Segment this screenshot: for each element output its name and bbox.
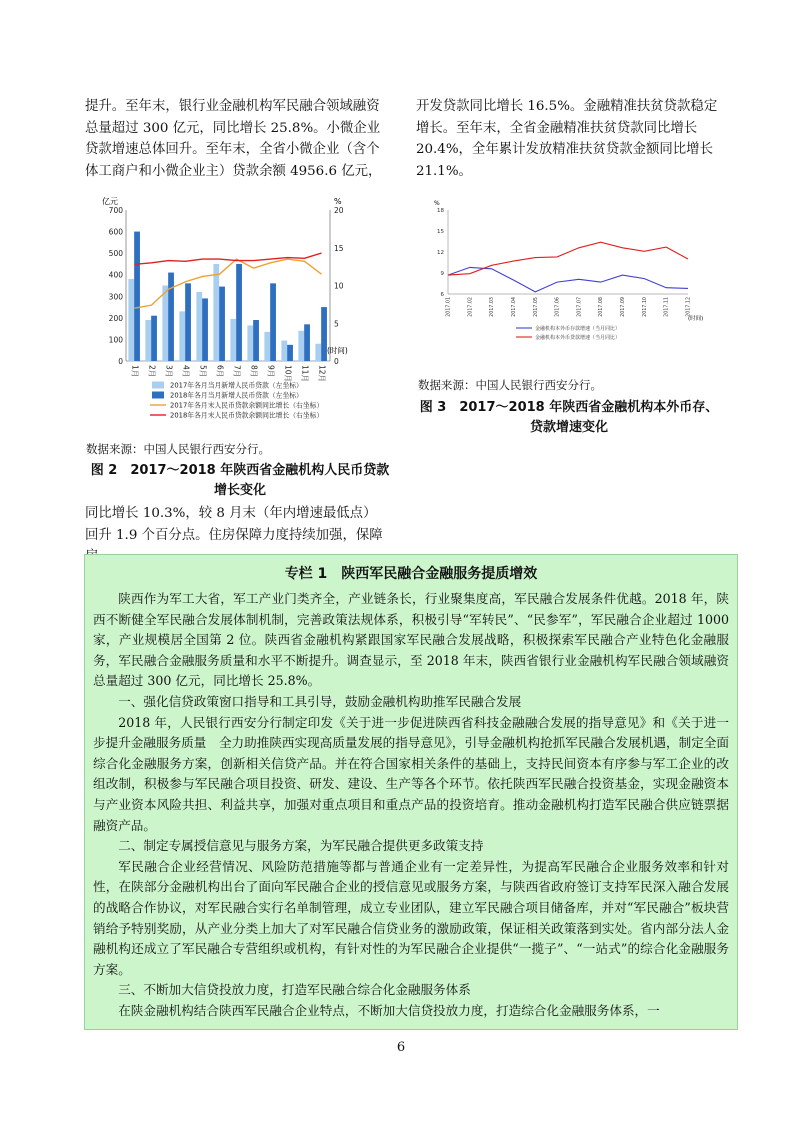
bar bbox=[281, 341, 287, 361]
time-axis-label: (时间) bbox=[688, 316, 704, 322]
legend bbox=[150, 381, 323, 420]
bar bbox=[196, 292, 202, 361]
left-tick-label: 400 bbox=[108, 270, 123, 280]
right-unit-label: % bbox=[434, 200, 440, 207]
left-tick-label: 700 bbox=[108, 206, 123, 215]
box-title: 专栏 1 陕西军民融合金融服务提质增效 bbox=[284, 566, 538, 582]
x-tick-label: 2017.08 bbox=[599, 297, 605, 317]
x-tick-label: 9月 bbox=[266, 365, 276, 378]
x-tick-label: 2月 bbox=[147, 365, 157, 378]
x-tick-labels bbox=[446, 297, 692, 317]
x-tick-label: 2017.02 bbox=[468, 297, 474, 317]
left-tick-label: 500 bbox=[108, 249, 123, 259]
legend-swatch bbox=[152, 392, 164, 399]
left-tick-label: 200 bbox=[108, 313, 123, 323]
figure-2-source: 数据来源：中国人民银行西安分行。 bbox=[86, 442, 270, 456]
box-paragraph: 军民融合企业经营情况、风险防范措施等都与普通企业有一定差异性，为提高军民融合企业服务效率和针对性，在陕部分金融机构出台了面向军民融合企业的授信意见或服务方案，与陕西省政府签订支持军民深入融合发展的战略合作协议，对军民融合实行名单制管理，成立专业团队，建立军民融合项目储备库，并对“军民融合”板块营销给予特别奖励，从产业分类上加大了对军民融合信贷业务的激励政策，保证相关政策落到实处。省内部分法人金融机构还成立了军民融合专营组织或机构，有针对性的为军民融合企业提供“一揽子”、“一站式”的综合化金融服务方案。 bbox=[93, 858, 729, 977]
bar bbox=[298, 331, 304, 361]
page-number: 6 bbox=[396, 1040, 406, 1055]
bar bbox=[185, 283, 191, 361]
lines bbox=[448, 242, 688, 292]
bar bbox=[168, 273, 174, 361]
right-tick-label: 5 bbox=[334, 319, 339, 329]
legend bbox=[516, 325, 620, 341]
x-tick-label: 2017.03 bbox=[490, 297, 496, 317]
right-unit-label: % bbox=[334, 197, 342, 206]
bar bbox=[202, 298, 208, 361]
x-tick-label: 11月 bbox=[300, 365, 310, 383]
x-tick-label: 4月 bbox=[181, 365, 191, 378]
legend-label: 2017年各月当月新增人民币贷款（左坐标） bbox=[170, 381, 303, 390]
x-tick-label: 2017.07 bbox=[577, 297, 583, 317]
x-tick-label: 2017.12 bbox=[686, 297, 692, 317]
bar bbox=[179, 311, 185, 361]
legend-label: 2017年各月末人民币贷款余额同比增长（右坐标） bbox=[170, 401, 324, 410]
x-tick-label: 6月 bbox=[215, 365, 225, 378]
bar bbox=[230, 319, 236, 361]
y-tick-label: 6 bbox=[440, 292, 444, 298]
x-tick-label: 8月 bbox=[249, 365, 259, 378]
x-tick-label: 2017.11 bbox=[664, 297, 670, 317]
left-top-paragraph bbox=[85, 96, 388, 182]
bar bbox=[236, 264, 242, 361]
bar bbox=[247, 325, 253, 361]
caption-line: 图 3 2017～2018 年陕西省金融机构本外币存、 bbox=[419, 400, 719, 415]
figure-2-caption bbox=[80, 461, 400, 501]
figure-3-chart bbox=[420, 196, 720, 346]
bar bbox=[304, 324, 310, 361]
x-tick-label: 3月 bbox=[164, 365, 174, 378]
paragraph-text: 开发贷款同比增长 16.5%。金融精准扶贫贷款稳定增长。至年末，全省金融精准扶贫贷款同比增长 20.4%，全年累计发放精准扶贫贷款金额同比增长 21.1%。 bbox=[416, 99, 718, 179]
box-heading: 二、制定专属授信意见与服务方案，为军民融合提供更多政策支持 bbox=[118, 838, 484, 854]
box-paragraph: 2018 年，人民银行西安分行制定印发《关于进一步促进陕西省科技金融融合发展的指导意见》和《关于进一步提升金融服务质量 全力助推陕西实现高质量发展的指导意见》，引导金融机构抢抓军民融合发展机遇，制定全面综合化金融服务方案，创新相关信贷产品。并在符合国家相关条件的基础上，支持民间资本有序参与军工企业的改组改制，积极参与军民融合项目投资、研发、建设、生产等各个环节。依托陕西军民融合投资基金，实现金融资本与产业资本风险共担、利益共享，加强对重点项目和重点产品的投资培育。推动金融机构打造军民融合供应链票据融资产品。 bbox=[93, 714, 729, 833]
x-tick-label: 2017.06 bbox=[555, 297, 561, 317]
bar bbox=[128, 279, 134, 361]
left-tick-label: 600 bbox=[108, 227, 123, 237]
paragraph-text: 同比增长 10.3%，较 8 月末（年内增速最低点）回升 1.9 个百分点。住房保障力度持续加强，保障 bbox=[85, 506, 383, 543]
box-heading: 一、强化信贷政策窗口指导和工具引导，鼓励金融机构助推军民融合发展 bbox=[118, 693, 522, 709]
y-tick-label: 18 bbox=[437, 208, 444, 214]
caption-line: 图 2 2017～2018 年陕西省金融机构人民币贷款 bbox=[90, 463, 390, 478]
box-paragraph: 在陕金融机构结合陕西军民融合企业特点，不断加大信贷投放力度，打造综合化金融服务体系，一 bbox=[118, 1002, 660, 1018]
x-tick-labels bbox=[131, 365, 327, 382]
right-tick-label: 15 bbox=[334, 243, 344, 253]
time-axis-label: (时间) bbox=[327, 346, 348, 355]
bar bbox=[213, 264, 219, 361]
x-tick-label: 7月 bbox=[232, 365, 242, 378]
legend-label: 金融机构本外币存款增速（当月同比） bbox=[535, 326, 621, 332]
x-tick-label: 10月 bbox=[283, 365, 293, 383]
x-tick-label: 1月 bbox=[130, 365, 140, 378]
series-line bbox=[135, 253, 322, 264]
left-tick-label: 0 bbox=[118, 357, 123, 366]
figure-3-caption bbox=[408, 398, 730, 438]
x-tick-label: 2017.10 bbox=[642, 297, 648, 317]
legend-label: 2018年各月当月新增人民币贷款（左坐标） bbox=[170, 391, 303, 400]
bar bbox=[151, 316, 157, 361]
x-tick-label: 5月 bbox=[198, 365, 208, 378]
y-tick-label: 12 bbox=[437, 250, 444, 256]
right-top-paragraph bbox=[416, 96, 721, 182]
legend-swatch bbox=[152, 382, 164, 389]
left-tick-label: 100 bbox=[108, 335, 123, 345]
figure-2-chart bbox=[90, 193, 360, 433]
bar bbox=[219, 287, 225, 361]
x-tick-label: 2017.04 bbox=[511, 297, 517, 317]
left-tick-label: 300 bbox=[108, 292, 123, 302]
column-box bbox=[84, 554, 738, 1030]
x-tick-label: 2017.01 bbox=[446, 297, 452, 317]
axes bbox=[437, 208, 688, 298]
x-tick-label: 2017.09 bbox=[621, 297, 627, 317]
box-paragraph: 陕西作为军工大省，军工产业门类齐全，产业链条长，行业聚集度高，军民融合发展条件优越。2018 年，陕西不断健全军民融合发展体制机制，完善政策法规体系，积极引导“军转民”、“民参军”，军民融合企业超过 1000 家，产业规模居全国第 2 位。陕西省金融机构紧跟国家军民融合发展战略，积极探索军民融合产业特色化金融服务，军民融合金融服务质量和水平不断提升。调查显示，至 2018 年末，陕西省银行业金融机构军民融合领域融资总量超过 300 亿元，同比增长 25.8%。 bbox=[93, 591, 729, 689]
y-tick-label: 9 bbox=[440, 271, 444, 277]
figure-3-source: 数据来源：中国人民银行西安分行。 bbox=[418, 378, 602, 392]
right-tick-label: 20 bbox=[334, 206, 344, 215]
y-tick-label: 15 bbox=[437, 229, 444, 235]
bar bbox=[134, 232, 140, 361]
caption-line: 贷款增速变化 bbox=[529, 420, 608, 435]
bars bbox=[128, 232, 327, 361]
x-tick-label: 12月 bbox=[317, 365, 327, 383]
series-line bbox=[448, 267, 688, 292]
series-line bbox=[448, 242, 688, 275]
x-tick-label: 2017.05 bbox=[533, 297, 539, 317]
bar bbox=[253, 320, 259, 361]
box-heading: 三、不断加大信贷投放力度，打造军民融合综合化金融服务体系 bbox=[118, 982, 471, 998]
caption-line: 增长变化 bbox=[213, 483, 266, 498]
bar bbox=[145, 320, 151, 361]
bar bbox=[287, 345, 293, 361]
legend-label: 2018年各月末人民币贷款余额同比增长（右坐标） bbox=[170, 411, 324, 420]
bar bbox=[270, 283, 276, 361]
paragraph-text: 提升。至年末，银行业金融机构军民融合领域融资总量超过 300 亿元，同比增长 25.8%。小微企业贷款增速总体回升。至年末，全省小微企业（含个体工商户和小微企业主）贷款余额 4956.6 亿元， bbox=[85, 99, 382, 179]
legend-label: 金融机构本外币贷款增速（当月同比） bbox=[535, 335, 621, 341]
bar bbox=[264, 332, 270, 361]
right-tick-label: 10 bbox=[334, 281, 344, 291]
right-tick-label: 0 bbox=[334, 357, 339, 366]
left-unit-label: 亿元 bbox=[102, 197, 118, 206]
bar bbox=[321, 307, 327, 361]
bar bbox=[315, 344, 321, 361]
bar bbox=[162, 286, 168, 362]
